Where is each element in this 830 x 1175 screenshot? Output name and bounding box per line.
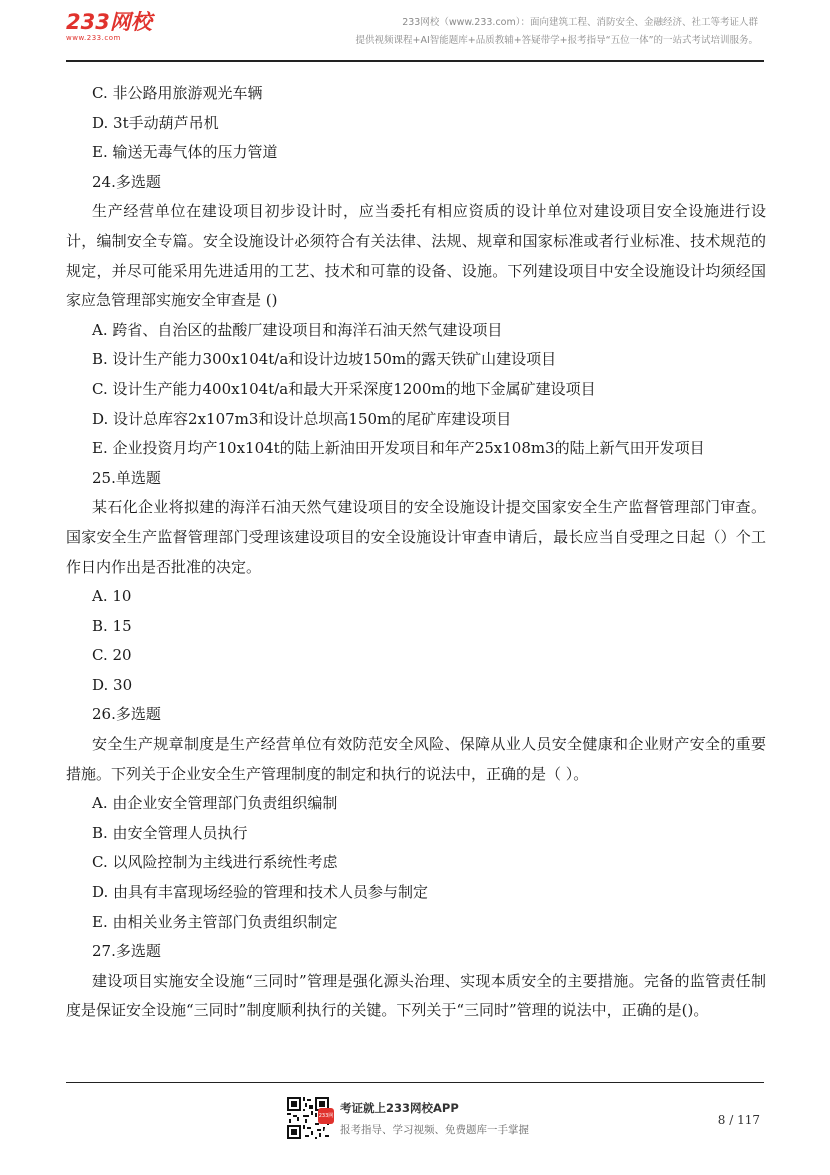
question-header: 24.多选题: [92, 172, 161, 191]
app-badge-icon: 233网校: [318, 1108, 334, 1124]
logo-url: www.233.com: [66, 34, 121, 42]
option-item: B. 由安全管理人员执行: [92, 823, 248, 842]
logo-text: 233网校: [66, 10, 152, 34]
option-item: D. 由具有丰富现场经验的管理和技术人员参与制定: [92, 883, 429, 902]
header-divider: [66, 60, 764, 62]
question-stem: 安全生产规章制度是生产经营单位有效防范安全风险、保障从业人员安全健康和企业财产安全的重要措施。下列关于企业安全生产管理制度的制定和执行的说法中，正确的是（ ）。: [66, 735, 766, 783]
option-item: B. 设计生产能力300x104t/a和设计边坡150m的露天铁矿山建设项目: [92, 350, 557, 369]
option-item: C. 非公路用旅游观光车辆: [92, 84, 263, 102]
option-item: E. 输送无毒气体的压力管道: [92, 143, 278, 162]
page-header: [66, 8, 764, 60]
footer-divider: [66, 1082, 764, 1083]
question-header: 27.多选题: [92, 942, 161, 961]
option-item: D. 设计总库容2x107m3和设计总坝高150m的尾矿库建设项目: [92, 409, 512, 428]
option-item: D. 30: [92, 675, 133, 694]
question-header: 26.多选题: [92, 705, 161, 724]
option-item: A. 跨省、自治区的盐酸厂建设项目和海洋石油天然气建设项目: [92, 320, 503, 339]
option-item: A. 由企业安全管理部门负责组织编制: [92, 794, 338, 813]
header-tagline-line2: 提供视频课程+AI智能题库+品质教辅+答疑带学+报考指导“五位一体”的一站式考试培训服务。: [355, 35, 758, 46]
option-item: C. 以风险控制为主线进行系统性考虑: [92, 853, 338, 872]
question-header: 25.单选题: [92, 468, 161, 487]
brand-logo[interactable]: [66, 10, 176, 44]
option-item: B. 15: [92, 616, 132, 635]
footer-app-subtitle: 报考指导、学习视频、免费题库一手掌握: [340, 1124, 529, 1136]
question-stem: 建设项目实施安全设施“三同时”管理是强化源头治理、实现本质安全的主要措施。完备的监管责任制度是保证安全设施“三同时”制度顺利执行的关键。下列关于“三同时”管理的说法中，正确的是()。: [66, 971, 766, 1020]
footer-app-title[interactable]: 考证就上233网校APP: [340, 1101, 459, 1115]
option-item: C. 20: [92, 646, 132, 665]
option-item: C. 设计生产能力400x104t/a和最大开采深度1200m的地下金属矿建设项目: [92, 379, 596, 398]
option-item: D. 3t手动葫芦吊机: [92, 113, 219, 132]
option-item: A. 10: [92, 587, 132, 606]
question-stem: 生产经营单位在建设项目初步设计时，应当委托有相应资质的设计单位对建设项目安全设施进行设计，编制安全专篇。安全设施设计必须符合有关法律、法规、规章和国家标准或者行业标准、技术规范的规定，并尽可能采用先进适用的工艺、技术和可靠的设备、设施。下列建设项目中安全设施设计均须经国家应急管理部实施安全审查是 (): [66, 202, 766, 310]
option-item: E. 企业投资月均产10x104t的陆上新油田开发项目和年产25x108m3的陆上新气田开发项目: [92, 439, 705, 458]
question-stem: 某石化企业将拟建的海洋石油天然气建设项目的安全设施设计提交国家安全生产监督管理部门审查。国家安全生产监督管理部门受理该建设项目的安全设施设计审查申请后，最长应当自受理之日起（）个工作日内作出是否批准的决定。: [66, 498, 766, 576]
option-item: E. 由相关业务主管部门负责组织制定: [92, 912, 338, 931]
document-body: [66, 79, 766, 1026]
header-tagline: [356, 14, 759, 50]
page-number: 8 / 117: [717, 1113, 760, 1127]
header-tagline-line1: 233网校（www.233.com）：面向建筑工程、消防安全、金融经济、社工等考证人群: [402, 17, 758, 28]
